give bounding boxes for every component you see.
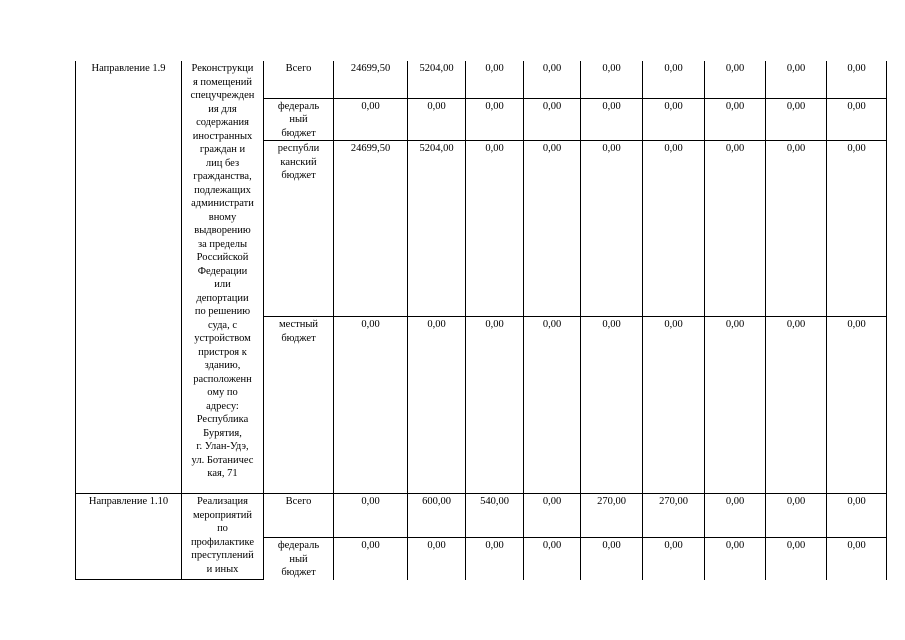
value-cell: 0,00	[466, 538, 524, 580]
value-cell: 0,00	[524, 98, 581, 141]
value-cell: 0,00	[827, 317, 887, 494]
value-cell: 0,00	[581, 141, 643, 317]
source-cell: Всего	[264, 61, 334, 98]
value-cell: 0,00	[705, 141, 766, 317]
value-cell: 24699,50	[334, 141, 408, 317]
value-cell: 0,00	[581, 61, 643, 98]
table-row	[76, 61, 887, 98]
direction-cell: Направление 1.9	[76, 61, 182, 494]
value-cell: 0,00	[466, 317, 524, 494]
value-cell: 0,00	[643, 141, 705, 317]
value-cell: 0,00	[766, 538, 827, 580]
value-cell: 24699,50	[334, 61, 408, 98]
value-cell: 0,00	[524, 141, 581, 317]
value-cell: 270,00	[643, 494, 705, 538]
value-cell: 0,00	[334, 538, 408, 580]
value-cell: 0,00	[705, 61, 766, 98]
value-cell: 0,00	[705, 494, 766, 538]
value-cell: 540,00	[466, 494, 524, 538]
value-cell: 0,00	[524, 538, 581, 580]
value-cell: 0,00	[705, 538, 766, 580]
value-cell: 0,00	[408, 98, 466, 141]
value-cell: 270,00	[581, 494, 643, 538]
value-cell: 0,00	[334, 98, 408, 141]
value-cell: 0,00	[643, 98, 705, 141]
value-cell: 0,00	[827, 61, 887, 98]
description-cell: Реализация мероприятий по профилактике преступлений и иных	[182, 494, 264, 580]
value-cell: 0,00	[643, 317, 705, 494]
table-row	[76, 494, 887, 538]
value-cell: 0,00	[766, 61, 827, 98]
value-cell: 0,00	[766, 141, 827, 317]
value-cell: 0,00	[827, 141, 887, 317]
value-cell: 0,00	[705, 98, 766, 141]
value-cell: 0,00	[827, 98, 887, 141]
value-cell: 0,00	[766, 98, 827, 141]
source-cell: федераль ный бюджет	[264, 538, 334, 580]
value-cell: 0,00	[524, 317, 581, 494]
value-cell: 0,00	[581, 98, 643, 141]
value-cell: 5204,00	[408, 61, 466, 98]
value-cell: 0,00	[466, 98, 524, 141]
value-cell: 0,00	[827, 538, 887, 580]
value-cell: 600,00	[408, 494, 466, 538]
value-cell: 0,00	[581, 538, 643, 580]
direction-cell: Направление 1.10	[76, 494, 182, 580]
value-cell: 0,00	[705, 317, 766, 494]
value-cell: 0,00	[643, 61, 705, 98]
budget-table	[75, 61, 887, 580]
value-cell: 5204,00	[408, 141, 466, 317]
value-cell: 0,00	[408, 317, 466, 494]
value-cell: 0,00	[524, 61, 581, 98]
value-cell: 0,00	[766, 317, 827, 494]
value-cell: 0,00	[766, 494, 827, 538]
value-cell: 0,00	[524, 494, 581, 538]
value-cell: 0,00	[334, 317, 408, 494]
source-cell: местный бюджет	[264, 317, 334, 494]
source-cell: Всего	[264, 494, 334, 538]
value-cell: 0,00	[334, 494, 408, 538]
value-cell: 0,00	[643, 538, 705, 580]
value-cell: 0,00	[408, 538, 466, 580]
value-cell: 0,00	[827, 494, 887, 538]
source-cell: республи канский бюджет	[264, 141, 334, 317]
source-cell: федераль ный бюджет	[264, 98, 334, 141]
value-cell: 0,00	[581, 317, 643, 494]
description-cell: Реконструкци я помещений спецучрежден ия для содержания иностранных граждан и лиц без гражданства, подлежащих администрати вному выдворению за пределы Российской Федерации или депортации по решению суда, с устройством пристроя к зданию, расположенн ому по адресу: Республика Бурятия, г. Улан-Удэ, ул. Ботаничес кая, 71	[182, 61, 264, 494]
value-cell: 0,00	[466, 141, 524, 317]
value-cell: 0,00	[466, 61, 524, 98]
